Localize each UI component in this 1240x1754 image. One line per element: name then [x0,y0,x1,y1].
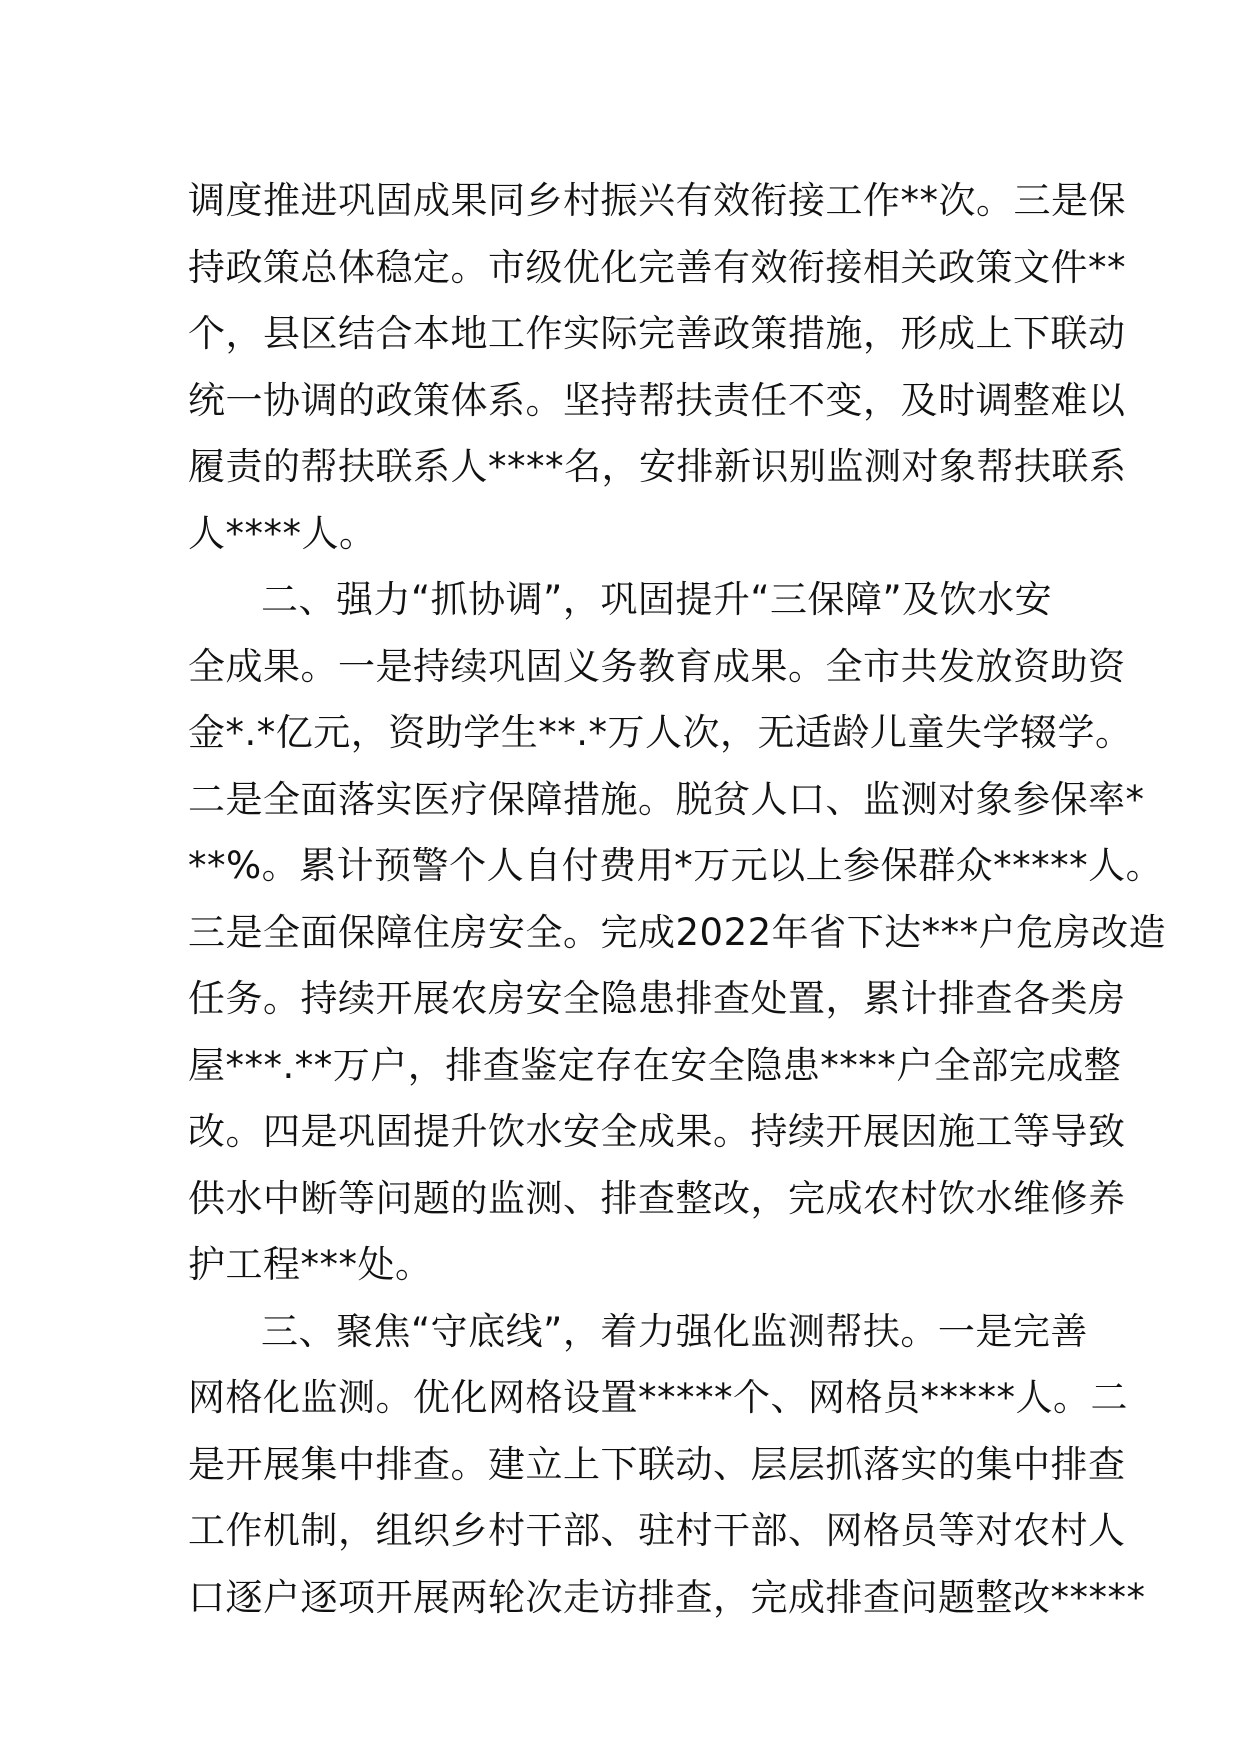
text-line-19: 网格化监测。优化网格设置*****个、网格员*****人。二 [188,1376,1128,1419]
section-heading-2: 二、强力“抓协调”，巩固提升“三保障”及饮水安 [261,578,1053,621]
text-line-9: 金*.*亿元，资助学生**.*万人次，无适龄儿童失学辍学。 [188,711,1133,754]
text-line-1: 调度推进巩固成果同乡村振兴有效衔接工作**次。三是保 [188,179,1126,222]
section-heading-3: 三、聚焦“守底线”，着力强化监测帮扶。一是完善 [261,1309,1088,1353]
text-line-15: 改。四是巩固提升饮水安全成果。持续开展因施工等导致 [188,1110,1126,1153]
text-line-8: 全成果。一是持续巩固义务教育成果。全市共发放资助资 [188,644,1126,688]
text-line-5: 履责的帮扶联系人****名，安排新识别监测对象帮扶联系 [188,445,1127,488]
text-line-14: 屋***.**万户，排查鉴定存在安全隐患****户全部完成整 [188,1043,1122,1087]
text-line-10: 二是全面落实医疗保障措施。脱贫人口、监测对象参保率* [188,777,1145,821]
text-line-13: 任务。持续开展农房安全隐患排查处置，累计排查各类房 [188,977,1126,1020]
text-line-20: 是开展集中排查。建立上下联动、层层抓落实的集中排查 [188,1442,1126,1486]
text-line-3: 个，县区结合本地工作实际完善政策措施，形成上下联动 [188,312,1126,355]
text-line-17: 护工程***处。 [188,1243,433,1286]
text-line-21: 工作机制，组织乡村干部、驻村干部、网格员等对农村人 [188,1509,1126,1552]
text-line-12: 三是全面保障住房安全。完成2022年省下达***户危房改造 [188,910,1167,954]
text-line-16: 供水中断等问题的监测、排查整改，完成农村饮水维修养 [188,1176,1126,1220]
body-text [188,168,1167,1631]
text-line-11: **%。累计预警个人自付费用*万元以上参保群众*****人。 [188,844,1164,887]
text-line-4: 统一协调的政策体系。坚持帮扶责任不变，及时调整难以 [188,378,1126,422]
text-line-6: 人****人。 [188,511,377,555]
text-line-22: 口逐户逐项开展两轮次走访排查，完成排查问题整改***** [188,1575,1146,1619]
text-line-2: 持政策总体稳定。市级优化完善有效衔接相关政策文件** [188,245,1126,289]
